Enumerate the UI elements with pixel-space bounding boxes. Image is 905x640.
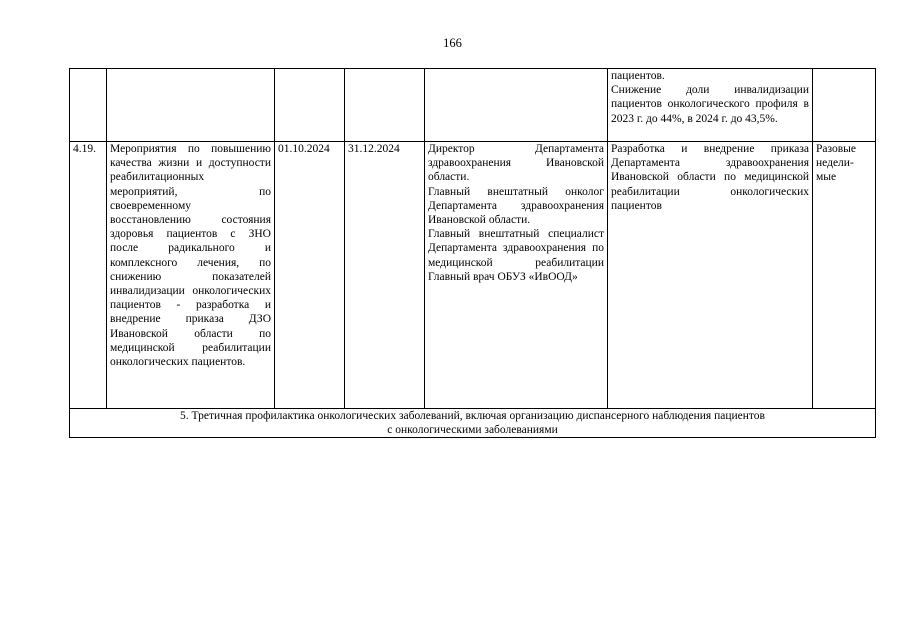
cell-row-number (70, 142, 107, 409)
table-row-continuation (70, 69, 876, 142)
cell-end-empty (345, 69, 425, 142)
cell-result (608, 142, 813, 409)
event-text: Мероприятия по повышению качества жизни и доступности реабилитационных мероприятий, по своевременному восстановлению состояния здоровья пациентов с ЗНО после радикального и комплексного лечения, по снижению показателей инвалидизации онкологических пациентов - разработка и внедрение приказа ДЗО Ивановской области по медицинской реабилитации онкологических пациентов. (110, 143, 271, 369)
section-heading-line-1: 5. Третичная профилактика онкологических заболеваний, включая организацию диспансерного наблюдения пациентов (180, 410, 765, 422)
end-date: 31.12.2024 (348, 143, 400, 155)
section-heading-cell (70, 409, 876, 438)
cell-responsible (425, 142, 608, 409)
table-row-4-19 (70, 142, 876, 409)
frequency-text: Разовые недели-мые (816, 143, 856, 184)
section-heading-line-2: с онкологическими заболеваниями (387, 424, 558, 437)
cell-start-empty (275, 69, 345, 142)
page-number: 166 (443, 36, 462, 50)
cell-frequency-empty (813, 69, 876, 142)
cell-event (107, 142, 275, 409)
cell-start-date (275, 142, 345, 409)
cell-number-empty (70, 69, 107, 142)
cell-frequency (813, 142, 876, 409)
cell-event-empty (107, 69, 275, 142)
cell-result-continuation (608, 69, 813, 142)
row-number: 4.19. (73, 143, 96, 155)
result-text: Разработка и внедрение приказа Департамента здравоохранения Ивановской области по медицинской реабилитации онкологических пациентов (611, 143, 809, 212)
cell-responsible-empty (425, 69, 608, 142)
measures-table (69, 68, 876, 438)
start-date: 01.10.2024 (278, 143, 330, 155)
result-continuation-text: пациентов. Снижение доли инвалидизации пациентов онкологического профиля в 2023 г. до 44%, в 2024 г. до 43,5%. (611, 70, 809, 125)
table-row-section-5 (70, 409, 876, 438)
responsible-text: Директор Департамента здравоохранения Ивановской области. Главный внештатный онколог Департамента здравоохранения Ивановской области. Главный внештатный специалист Департамента здравоохранения по медицинской реабилитации Главный врач ОБУЗ «ИвООД» (428, 143, 604, 283)
cell-end-date (345, 142, 425, 409)
